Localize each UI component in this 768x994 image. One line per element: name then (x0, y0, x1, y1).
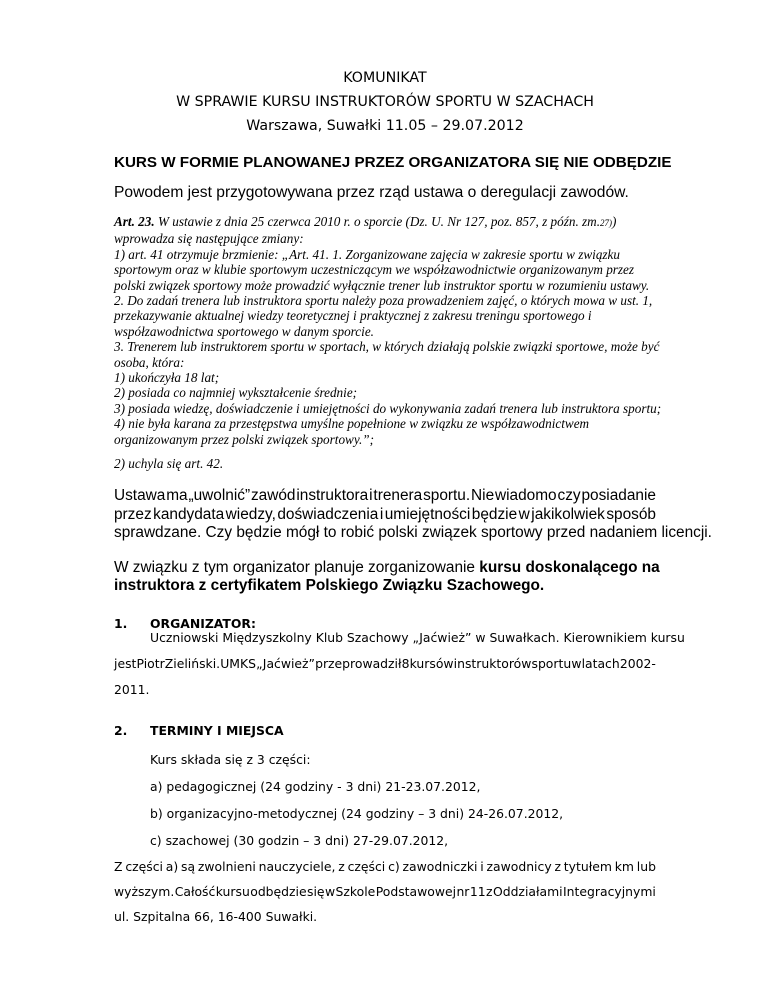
section-heading (114, 616, 656, 631)
word: UMKS (220, 656, 256, 672)
law-footnote-ref: 27) (600, 218, 612, 228)
word: Oddziałami (492, 884, 563, 900)
section-title: TERMINY I MIEJSCA (150, 723, 284, 739)
word: „uwolnić” (188, 487, 251, 505)
word: trenera (373, 487, 423, 505)
word: przez (114, 505, 152, 523)
intro-plain-text: W związku z tym organizator planuje zorganizowanie (114, 558, 480, 576)
word: Nie (471, 487, 495, 505)
word: nauczyciele, (258, 859, 336, 875)
law-line: 3) posiada wiedzę, doświadczenie i umiejętności do wykonywania zadań trenera lub instruktora sportu; (114, 400, 662, 416)
section-organizer (114, 616, 685, 703)
list-item: a) pedagogicznej (24 godziny - 3 dni) 21-23.07.2012, (150, 779, 481, 795)
word: latach (581, 656, 620, 672)
word: zawodnicy (486, 859, 552, 875)
law-line (114, 214, 656, 231)
deregulation-paragraph (114, 487, 712, 543)
word: w (571, 656, 582, 672)
word: jest (114, 656, 137, 672)
section-title: ORGANIZATOR: (150, 616, 256, 632)
course-intro-paragraph (114, 558, 660, 596)
word: i (379, 505, 384, 523)
word: wyższym. (114, 884, 175, 900)
word: ma (166, 487, 188, 505)
word: sportu (531, 656, 572, 672)
law-line: 4) nie była karana za przestępstwa umyślne popełnione w związku ze współzawodnictwem (114, 416, 590, 432)
word: w (324, 884, 336, 900)
word: są (181, 859, 196, 875)
section-heading (114, 723, 656, 738)
word: umiejętności (384, 505, 471, 523)
word: 2002- (619, 656, 656, 672)
word: z (554, 859, 561, 875)
justified-line (114, 506, 656, 525)
justified-line (114, 879, 656, 904)
word: Całość (174, 884, 216, 900)
word: będzie (471, 505, 518, 523)
section-number: 1. (114, 616, 128, 632)
word: posiadanie (581, 487, 656, 505)
word: lub (636, 859, 656, 875)
word: sportu. (423, 487, 471, 505)
section-body (114, 854, 656, 929)
word: instruktora (296, 487, 369, 505)
word: w (518, 505, 530, 523)
intro-line (114, 577, 656, 596)
law-line: organizowanym przez polski związek sportowy.”; (114, 431, 374, 447)
headline-cancellation: KURS W FORMIE PLANOWANEJ PRZEZ ORGANIZATORA SIĘ NIE ODBĘDZIE (114, 154, 672, 171)
title-subject: W SPRAWIE KURSU INSTRUKTORÓW SPORTU W SZACHACH (176, 94, 594, 110)
title-place-date: Warszawa, Suwałki 11.05 – 29.07.2012 (246, 118, 524, 134)
course-parts-list (114, 746, 656, 854)
word: Z (114, 859, 123, 875)
word: Ustawa (114, 487, 166, 505)
law-art-label: Art. 23. (114, 214, 155, 229)
law-line: 3. Trenerem lub instruktorem sportu w sportach, w których działają polskie związki sportowe, może być (114, 339, 660, 355)
list-lead: Kurs składa się z 3 części: (150, 752, 311, 768)
word: Szkole (335, 884, 376, 900)
law-line: osoba, która: (114, 354, 185, 370)
intro-bold-text: instruktora z certyfikatem Polskiego Związku Szachowego. (114, 577, 545, 595)
word: czy (557, 487, 581, 505)
justified-line (114, 651, 656, 677)
word: 8 (401, 656, 410, 672)
title-block (114, 66, 656, 138)
word: wiadomo (495, 487, 557, 505)
intro-bold-text: kursu doskonalącego na (479, 558, 660, 576)
word: zwolnieni (197, 859, 256, 875)
word: Podstawowej (375, 884, 457, 900)
paragraph-last-line: sprawdzane. Czy będzie mógł to robić polski związek sportowy przed nadaniem licencji. (114, 524, 712, 542)
section-dates-places (114, 723, 656, 929)
word: kursów (409, 656, 454, 672)
section-body (114, 630, 685, 703)
word: wiedzy, (225, 505, 276, 523)
law-line: wprowadza się następujące zmiany: (114, 231, 304, 247)
word: kandydata (153, 505, 225, 523)
word: instruktorów (453, 656, 532, 672)
reason-statement: Powodem jest przygotowywana przez rząd ustawa o deregulacji zawodów. (114, 184, 629, 201)
word: „Jaćwież” (256, 656, 315, 672)
word: z (338, 859, 345, 875)
law-line-text: W ustawie z dnia 25 czerwca 2010 r. o sporcie (Dz. U. Nr 127, poz. 857, z późn. zm. (154, 214, 600, 229)
justified-line (114, 487, 656, 506)
word: i (369, 487, 373, 505)
word: jakikolwiek (531, 505, 605, 523)
word: się (307, 884, 325, 900)
law-line: 2. Do zadań trenera lub instruktora sportu należy poza prowadzeniem zajęć, o których mowa w ust. 1, (114, 293, 653, 309)
list-item: b) organizacyjno-metodycznej (24 godziny – 3 dni) 24-26.07.2012, (150, 806, 564, 822)
law-line: polski związek sportowy może prowadzić wyłącznie trener lub instruktor sportu w rozumieniu ustawy. (114, 277, 650, 293)
word: Integracyjnymi (563, 884, 656, 900)
word: 11 (469, 884, 486, 900)
law-line: przekazywanie aktualnej wiedzy teoretycznej i praktycznej z zakresu treningu sportowego i (114, 308, 592, 324)
law-line: 1) art. 41 otrzymuje brzmienie: „Art. 41. 1. Zorganizowane zajęcia w zakresie sportu w związku (114, 246, 621, 262)
law-line-end: ) (612, 214, 617, 229)
section-line: ul. Szpitalna 66, 16-400 Suwałki. (114, 909, 318, 925)
section-number: 2. (114, 723, 128, 739)
word: nr (456, 884, 470, 900)
word: zawód (250, 487, 296, 505)
word: i (480, 859, 484, 875)
list-item: c) szachowej (30 godzin – 3 dni) 27-29.07.2012, (150, 833, 449, 849)
word: odbędzie (250, 884, 307, 900)
word: sposób (606, 505, 656, 523)
word: przeprowadził (315, 656, 402, 672)
word: części (125, 859, 163, 875)
law-line: sportowym oraz w klubie sportowym uczestniczącym we współzawodnictwie organizowanym przez (114, 262, 635, 278)
law-line: 2) posiada co najmniej wykształcenie średnie; (114, 385, 358, 401)
word: km (614, 859, 634, 875)
law-repeal-line: 2) uchyla się art. 42. (114, 456, 224, 472)
title-komunikat: KOMUNIKAT (343, 70, 427, 86)
law-quote (114, 214, 662, 447)
word: Zieliński. (164, 656, 221, 672)
word: c) (388, 859, 400, 875)
section-line: Uczniowski Międzyszkolny Klub Szachowy „Jaćwież” w Suwałkach. Kierownikiem kursu (150, 630, 685, 646)
law-line: 1) ukończyła 18 lat; (114, 370, 220, 386)
word: Piotr (136, 656, 165, 672)
word: doświadczenia (277, 505, 379, 523)
justified-line (114, 854, 656, 879)
word: tytułem (563, 859, 612, 875)
word: z (486, 884, 493, 900)
intro-line (114, 558, 660, 578)
word: kursu (215, 884, 250, 900)
word: a) (165, 859, 179, 875)
word: zawodniczki (402, 859, 478, 875)
word: części (347, 859, 386, 875)
law-line: współzawodnictwa sportowego w danym sporcie. (114, 323, 374, 339)
section-line: 2011. (114, 682, 150, 698)
